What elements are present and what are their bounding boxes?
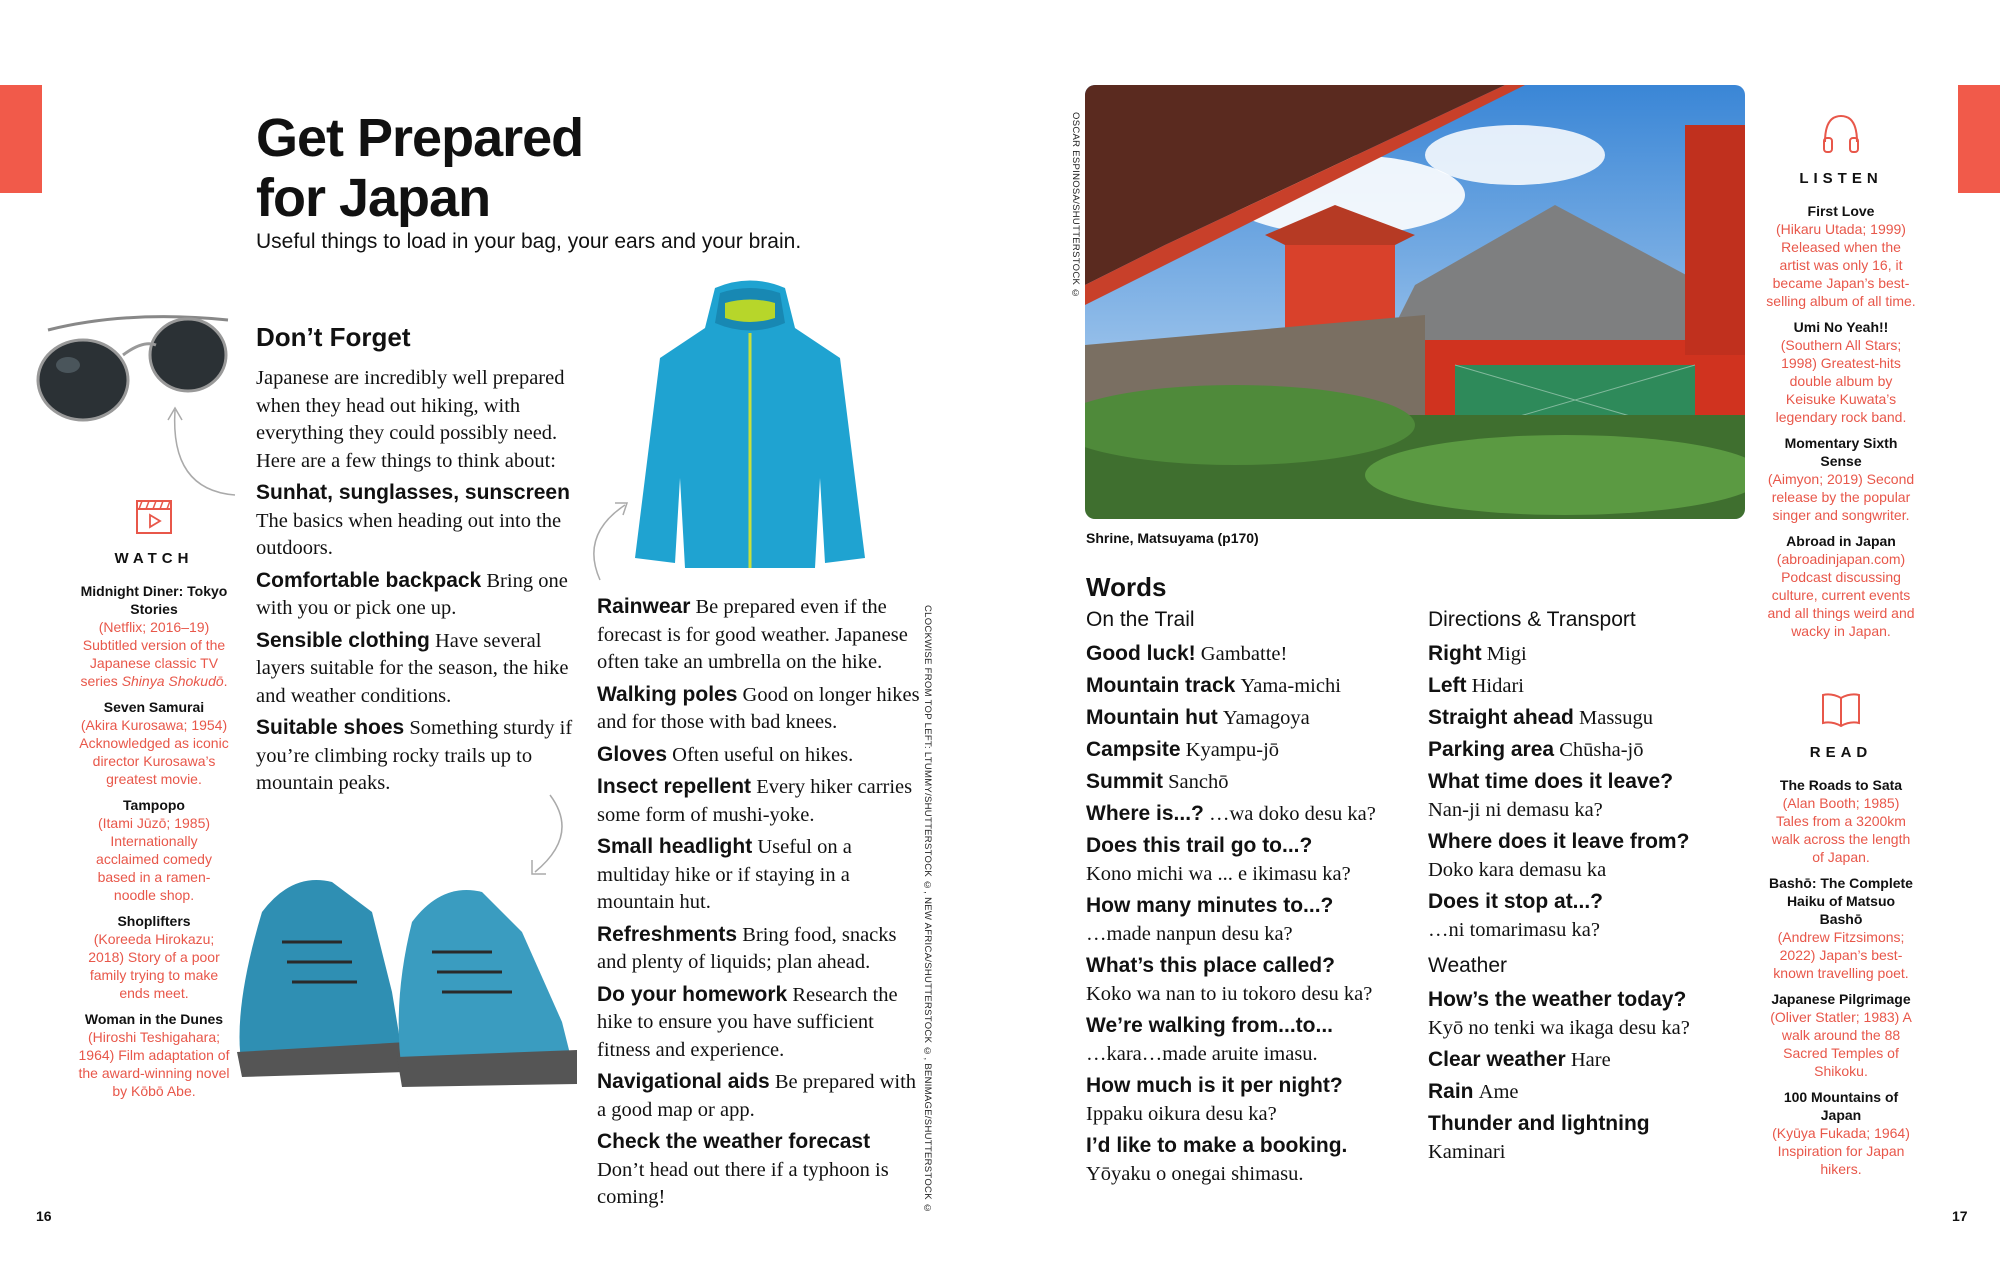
listen-label: LISTEN	[1799, 170, 1883, 187]
phrase-row	[1086, 952, 1416, 1008]
clapperboard-icon	[134, 498, 174, 536]
phrase-english: Rain	[1428, 1080, 1474, 1103]
phrase-japanese: Hidari	[1471, 675, 1524, 697]
list-item: Insect repellent Every hiker carries some form of mushi-yoke.	[597, 775, 913, 826]
phrase-row	[1086, 704, 1416, 732]
phrase-japanese: Hare	[1570, 1049, 1611, 1071]
phrase-english: Does it stop at...?	[1428, 890, 1604, 913]
read-item: 100 Mountains of Japan (Kyūya Fukada; 1964) Inspiration for Japan hikers.	[1772, 1089, 1910, 1177]
phrase-english: Right	[1428, 642, 1482, 665]
directions-phrase-list	[1428, 640, 1748, 944]
phrase-english: Where does it leave from?	[1428, 830, 1690, 853]
rain-jacket-image	[625, 278, 875, 578]
list-item: Check the weather forecast Don’t head out there if a typhoon is coming!	[597, 1130, 889, 1208]
watch-item: Woman in the Dunes (Hiroshi Teshigahara; 1964) Film adaptation of the award-winning novel by Kōbō Abe.	[78, 1011, 230, 1099]
phrase-english: Mountain track	[1086, 674, 1236, 697]
listen-item: First Love (Hikaru Utada; 1999) Released when the artist was only 16, it became Japan’s best-selling album of all time.	[1766, 203, 1916, 309]
phrase-row	[1428, 736, 1748, 764]
dont-forget-intro: Japanese are incredibly well prepared when they head out hiking, with everything they could possibly need. Here are a few things to think about:	[256, 367, 565, 472]
phrase-japanese: Massugu	[1579, 707, 1654, 729]
weather-label: Weather	[1428, 954, 1507, 977]
page-number-right: 17	[1952, 1208, 1968, 1224]
phrase-english: We’re walking from...to...	[1086, 1014, 1333, 1037]
photo-credit-left: CLOCKWISE FROM TOP LEFT: LTUMMY/SHUTTERSTOCK ©, NEW AFRICA/SHUTTERSTOCK ©, BENIMAGE/SHUTTERSTOCK ©	[922, 605, 933, 1215]
watch-item: Tampopo (Itami Jūzō; 1985) Internationally acclaimed comedy based in a ramen-noodle shop.	[96, 797, 212, 903]
phrase-english: What’s this place called?	[1086, 954, 1335, 977]
phrase-row	[1086, 1012, 1416, 1068]
list-item: Do your homework Research the hike to ensure you have sufficient fitness and experience.	[597, 982, 898, 1061]
phrase-english: I’d like to make a booking.	[1086, 1134, 1348, 1157]
phrase-japanese: Doko kara demasu ka	[1428, 859, 1607, 881]
watch-item: Midnight Diner: Tokyo Stories (Netflix; 2016–19) Subtitled version of the Japanese classic TV series Shinya Shokudō.	[80, 583, 228, 689]
phrase-english: Clear weather	[1428, 1048, 1566, 1071]
phrase-japanese: Kyō no tenki wa ikaga desu ka?	[1428, 1017, 1690, 1039]
hiking-shoes-image	[232, 852, 582, 1092]
phrase-japanese: Yōyaku o onegai shimasu.	[1086, 1163, 1304, 1185]
phrase-japanese: Sanchō	[1168, 771, 1229, 793]
list-item: Navigational aids Be prepared with a good map or app.	[597, 1070, 917, 1121]
phrase-japanese: Koko wa nan to iu tokoro desu ka?	[1086, 983, 1373, 1005]
phrase-english: What time does it leave?	[1428, 770, 1674, 793]
phrase-english: Does this trail go to...?	[1086, 834, 1313, 857]
phrase-english: How’s the weather today?	[1428, 988, 1687, 1011]
page-number-left: 16	[36, 1208, 52, 1224]
phrase-english: How many minutes to...?	[1086, 894, 1334, 917]
phrase-japanese: Ippaku oikura desu ka?	[1086, 1103, 1277, 1125]
phrase-japanese: Chūsha-jō	[1559, 739, 1644, 761]
phrase-english: Summit	[1086, 770, 1164, 793]
phrase-row	[1428, 640, 1748, 668]
phrase-row	[1086, 736, 1416, 764]
phrase-english: How much is it per night?	[1086, 1074, 1343, 1097]
list-item: Sunhat, sunglasses, sunscreen The basics when heading out into the outdoors.	[256, 481, 570, 559]
list-item: Rainwear Be prepared even if the forecast is for good weather. Japanese often take an umbrella on the hike.	[597, 595, 908, 673]
list-item: Sensible clothing Have several layers suitable for the season, the hike and weather conditions.	[256, 628, 569, 707]
phrase-row	[1428, 986, 1748, 1042]
headphones-icon	[1820, 112, 1862, 156]
dont-forget-list-2	[597, 593, 922, 1216]
words-heading: Words	[1086, 572, 1167, 602]
phrase-japanese: …wa doko desu ka?	[1208, 803, 1376, 825]
list-item: Refreshments Bring food, snacks and plenty of liquids; plan ahead.	[597, 922, 897, 973]
read-section	[1765, 690, 1917, 1186]
dont-forget-section	[256, 322, 586, 802]
phrase-row	[1086, 672, 1416, 700]
phrase-row	[1428, 1078, 1748, 1106]
listen-item: Momentary Sixth Sense (Aimyon; 2019) Second release by the popular singer and songwriter.	[1767, 435, 1915, 523]
phrase-row	[1086, 1132, 1416, 1188]
read-item: Bashō: The Complete Haiku of Matsuo Bashō (Andrew Fitzsimons; 2022) Japan’s best-known travelling poet.	[1769, 875, 1913, 981]
phrase-japanese: Kyampu-jō	[1185, 739, 1280, 761]
shrine-illustration	[1085, 85, 1745, 519]
page-title	[256, 108, 756, 228]
phrase-english: Good luck!	[1086, 642, 1196, 665]
page-subtitle: Useful things to load in your bag, your ears and your brain.	[256, 230, 802, 253]
on-the-trail-label: On the Trail	[1086, 608, 1195, 631]
phrase-english: Left	[1428, 674, 1467, 697]
phrase-row	[1428, 704, 1748, 732]
weather-phrase-list	[1428, 986, 1748, 1166]
read-label: READ	[1809, 744, 1873, 761]
read-item: Japanese Pilgrimage (Oliver Statler; 1983) A walk around the 88 Sacred Temples of Shikoku.	[1770, 991, 1912, 1079]
phrase-japanese: Kaminari	[1428, 1141, 1506, 1163]
phrase-english: Parking area	[1428, 738, 1555, 761]
left-accent-bar	[0, 85, 42, 193]
listen-item: Umi No Yeah!! (Southern All Stars; 1998) Greatest-hits double album by Keisuke Kuwata’s legendary rock band.	[1775, 319, 1907, 425]
phrase-row	[1086, 892, 1416, 948]
phrase-japanese: Yama-michi	[1240, 675, 1341, 697]
list-item: Suitable shoes Something sturdy if you’re climbing rocky trails up to mountain peaks.	[256, 716, 573, 794]
dont-forget-list-1	[256, 365, 586, 798]
phrase-row	[1428, 1046, 1748, 1074]
phrase-row	[1086, 832, 1416, 888]
list-item: Gloves Often useful on hikes.	[597, 742, 854, 766]
phrase-row	[1086, 768, 1416, 796]
arrow-sunglasses	[160, 400, 240, 500]
shrine-photo	[1085, 85, 1745, 519]
phrase-row	[1428, 1110, 1748, 1166]
phrase-english: Campsite	[1086, 738, 1181, 761]
phrase-english: Straight ahead	[1428, 706, 1574, 729]
phrase-japanese: Gambatte!	[1200, 643, 1288, 665]
book-icon	[1820, 690, 1862, 730]
right-accent-bar	[1958, 85, 2000, 193]
read-item: The Roads to Sata (Alan Booth; 1985) Tales from a 3200km walk across the length of Japan.	[1771, 777, 1911, 865]
listen-item: Abroad in Japan (abroadinjapan.com) Podcast discussing culture, current events and all things weird and wacky in Japan.	[1767, 533, 1915, 639]
list-item: Comfortable backpack Bring one with you or pick one up.	[256, 568, 568, 619]
title-line-2: for Japan	[256, 168, 491, 228]
phrase-row	[1428, 888, 1748, 944]
watch-item: Shoplifters (Koreeda Hirokazu; 2018) Story of a poor family trying to make ends meet.	[88, 913, 220, 1001]
phrase-row	[1086, 1072, 1416, 1128]
dont-forget-heading: Don’t Forget	[256, 322, 411, 352]
arrow-jacket	[585, 495, 645, 585]
phrase-japanese: …ni tomarimasu ka?	[1428, 919, 1600, 941]
phrase-row	[1086, 640, 1416, 668]
watch-label: WATCH	[114, 550, 194, 567]
listen-section	[1765, 112, 1917, 648]
title-line-1: Get Prepared	[256, 108, 584, 168]
directions-label: Directions & Transport	[1428, 608, 1636, 631]
phrase-japanese: Yamagoya	[1222, 707, 1310, 729]
phrase-japanese: Kono michi wa ... e ikimasu ka?	[1086, 863, 1351, 885]
arrow-shoes	[520, 790, 580, 880]
phrase-row	[1428, 768, 1748, 824]
trail-phrase-list	[1086, 640, 1416, 1188]
list-item: Walking poles Good on longer hikes and for those with bad knees.	[597, 682, 920, 733]
phrase-japanese: Nan-ji ni demasu ka?	[1428, 799, 1603, 821]
photo-credit-right: OSCAR ESPINOSA/SHUTTERSTOCK ©	[1070, 112, 1081, 300]
list-item: Small headlight Useful on a multiday hike or if staying in a mountain hut.	[597, 835, 852, 913]
watch-section	[78, 498, 230, 1108]
watch-item: Seven Samurai (Akira Kurosawa; 1954) Acknowledged as iconic director Kurosawa’s greatest movie.	[79, 699, 229, 787]
photo-caption: Shrine, Matsuyama (p170)	[1086, 530, 1259, 546]
phrase-english: Thunder and lightning	[1428, 1112, 1650, 1135]
phrase-row	[1086, 800, 1416, 828]
words-column-directions	[1428, 606, 1748, 1170]
phrase-japanese: Ame	[1478, 1081, 1519, 1103]
phrase-japanese: …kara…made aruite imasu.	[1086, 1043, 1318, 1065]
phrase-english: Mountain hut	[1086, 706, 1218, 729]
phrase-english: Where is...?	[1086, 802, 1204, 825]
phrase-japanese: Migi	[1486, 643, 1527, 665]
words-column-trail	[1086, 606, 1416, 1192]
phrase-row	[1428, 828, 1748, 884]
phrase-japanese: …made nanpun desu ka?	[1086, 923, 1293, 945]
phrase-row	[1428, 672, 1748, 700]
